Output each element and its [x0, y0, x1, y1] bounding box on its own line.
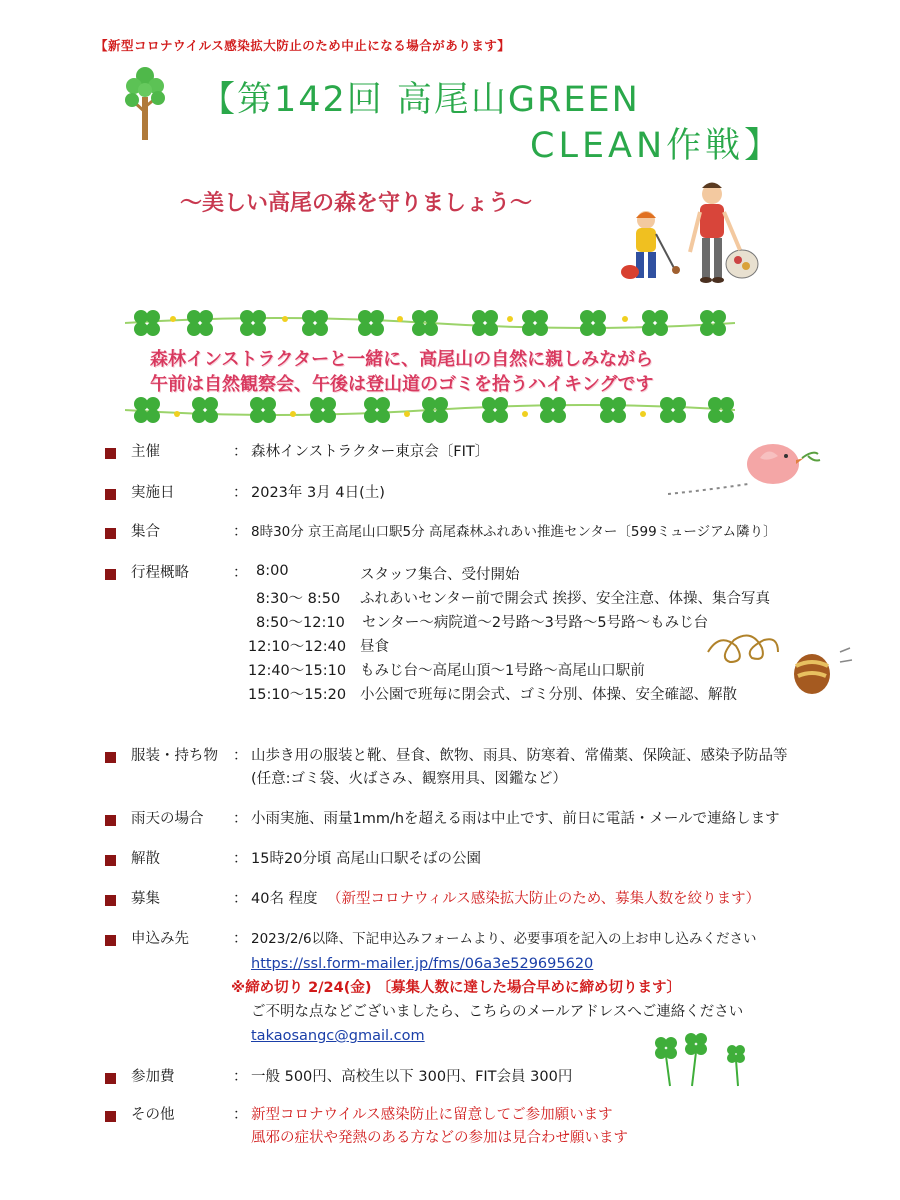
bullet-square [105, 855, 116, 866]
date-label: 実施日 [131, 485, 175, 501]
colon: ： [233, 931, 248, 947]
application-form-link[interactable]: https://ssl.form-mailer.jp/fms/06a3e529695620 [251, 956, 594, 972]
colon: ： [233, 851, 248, 867]
rain-value: 小雨実施、雨量1mm/hを超える雨は中止です、前日に電話・メールで連絡します [251, 811, 780, 827]
bullet-square [105, 528, 116, 539]
schedule-time: 8:00 [256, 563, 289, 579]
schedule-desc: 昼食 [360, 639, 389, 655]
colon: ： [233, 444, 248, 460]
clover-sprigs-illustration [648, 1030, 758, 1090]
apply-label: 申込み先 [131, 931, 189, 947]
clothing-optional: (任意:ゴミ袋、火ばさみ、観察用具、図鑑など） [251, 771, 567, 787]
date-value: 2023年 3月 4日(土) [251, 485, 385, 501]
schedule-time: 8:50～12:10 [256, 615, 345, 631]
bullet-square [105, 935, 116, 946]
bullet-square [105, 489, 116, 500]
apply-instructions: 2023/2/6以降、下記申込みフォームより、必要事項を記入の上お申し込みください [251, 931, 757, 947]
fee-value: 一般 500円、高校生以下 300円、FIT会員 300円 [251, 1069, 573, 1085]
intro-banner-line1: 森林インストラクターと一緒に、高尾山の自然に親しみながら [150, 349, 654, 370]
schedule-desc: もみじ台～高尾山頂～1号路～高尾山口駅前 [360, 663, 645, 679]
bullet-square [105, 815, 116, 826]
colon: ： [233, 524, 248, 540]
contact-note: ご不明な点などございましたら、こちらのメールアドレスへご連絡ください [251, 1004, 744, 1020]
contact-email-link[interactable]: takaosangc@gmail.com [251, 1028, 425, 1044]
colon: ： [233, 565, 248, 581]
intro-banner-line2: 午前は自然観察会、午後は登山道のゴミを拾うハイキングです [150, 374, 654, 395]
deadline-notice: ※締め切り 2/24(金) 〔募集人数に達した場合早めに締め切ります〕 [231, 980, 682, 996]
bullet-square [105, 1111, 116, 1122]
fee-label: 参加費 [131, 1069, 175, 1085]
organizer-value: 森林インストラクター東京会〔FIT〕 [251, 444, 490, 460]
clothing-value: 山歩き用の服装と靴、昼食、飲物、雨具、防寒着、常備薬、保険証、感染予防品等 [251, 748, 788, 764]
clover-border-top [125, 305, 735, 341]
schedule-desc: センター～病院道～2号路～3号路～5号路～もみじ台 [362, 615, 709, 631]
schedule-time: 12:40～15:10 [248, 663, 347, 679]
recruit-note: （新型コロナウィルス感染拡大防止のため、募集人数を絞ります） [327, 891, 761, 907]
colon: ： [233, 891, 248, 907]
event-title-line2: CLEAN作戦】 [530, 126, 784, 166]
organizer-label: 主催 [131, 444, 160, 460]
bullet-square [105, 448, 116, 459]
dismissal-label: 解散 [131, 851, 160, 867]
schedule-time: 15:10～15:20 [248, 687, 347, 703]
clothing-label: 服装・持ち物 [131, 748, 218, 764]
chestnut-illustration [700, 622, 865, 702]
rain-label: 雨天の場合 [131, 811, 204, 827]
schedule-desc: スタッフ集合、受付開始 [360, 567, 520, 583]
colon: ： [233, 748, 248, 764]
recruit-value: 40名 程度 [251, 891, 318, 907]
other-value-2: 風邪の症状や発熱のある方などの参加は見合わせ願います [251, 1130, 628, 1146]
tree-illustration [120, 62, 170, 142]
schedule-time: 8:30～ 8:50 [256, 591, 341, 607]
schedule-time: 12:10～12:40 [248, 639, 347, 655]
event-title-line1: 【第142回 高尾山GREEN [200, 80, 640, 120]
bullet-square [105, 1073, 116, 1084]
meeting-label: 集合 [131, 524, 160, 540]
cancellation-notice: 【新型コロナウイルス感染拡大防止のため中止になる場合があります】 [95, 38, 511, 53]
dismissal-value: 15時20分頃 高尾山口駅そばの公園 [251, 851, 482, 867]
schedule-desc: 小公園で班毎に閉会式、ゴミ分別、体操、安全確認、解散 [360, 687, 737, 703]
itinerary-label: 行程概略 [131, 565, 189, 581]
meeting-value: 8時30分 京王高尾山口駅5分 高尾森林ふれあい推進センター〔599ミュージアム隣り〕 [251, 524, 777, 540]
event-subtitle: ～美しい高尾の森を守りましょう～ [180, 191, 533, 216]
recruit-label: 募集 [131, 891, 160, 907]
clover-border-bottom [125, 392, 735, 428]
colon: ： [233, 485, 248, 501]
schedule-desc: ふれあいセンター前で開会式 挨拶、安全注意、体操、集合写真 [360, 591, 771, 607]
bullet-square [105, 569, 116, 580]
other-label: その他 [131, 1107, 175, 1123]
bird-illustration [668, 432, 828, 507]
colon: ： [233, 1107, 248, 1123]
bullet-square [105, 752, 116, 763]
colon: ： [233, 1069, 248, 1085]
colon: ： [233, 811, 248, 827]
hikers-illustration [612, 172, 772, 292]
other-value: 新型コロナウイルス感染防止に留意してご参加願います [251, 1107, 613, 1123]
bullet-square [105, 895, 116, 906]
